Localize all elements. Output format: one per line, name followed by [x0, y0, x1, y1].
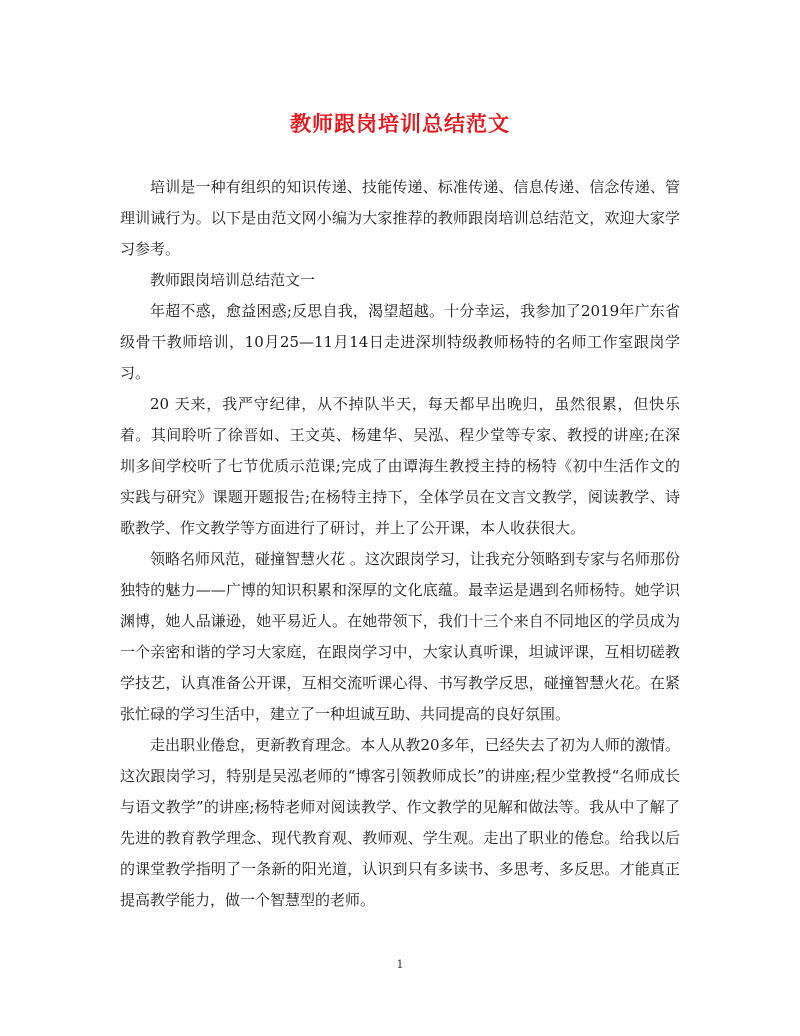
- body-paragraph: 走出职业倦怠，更新教育理念。本人从教20多年，已经失去了初为人师的激情。这次跟岗学习，特别是吴泓老师的“博客引领教师成长”的讲座;程少堂教授“名师成长与语文教学”的讲座;杨特老师对阅读教学、作文教学的见解和做法等。我从中了解了先进的教育教学理念、现代教育观、教师观、学生观。走出了职业的倦怠。给我以后的课堂教学指明了一条新的阳光道，认识到只有多读书、多思考、多反思。才能真正提高教学能力，做一个智慧型的老师。: [120, 736, 680, 909]
- intro-paragraph: 培训是一种有组织的知识传递、技能传递、标准传递、信息传递、信念传递、管理训诫行为。以下是由范文网小编为大家推荐的教师跟岗培训总结范文，欢迎大家学习参考。: [120, 178, 680, 258]
- document-title: 教师跟岗培训总结范文: [290, 111, 510, 136]
- body-paragraph: 领略名师风范，碰撞智慧火花 。这次跟岗学习，让我充分领略到专家与名师那份独特的魅力——广博的知识积累和深厚的文化底蕴。最幸运是遇到名师杨特。她学识渊博，她人品谦逊，她平易近人。在她带领下，我们十三个来自不同地区的学员成为一个亲密和谐的学习大家庭，在跟岗学习中，大家认真听课，坦诚评课，互相切磋教学技艺，认真准备公开课，互相交流听课心得、书写教学反思，碰撞智慧火花。在紧张忙碌的学习生活中，建立了一种坦诚互助、共同提高的良好氛围。: [120, 550, 680, 723]
- document-body: [120, 172, 680, 916]
- body-paragraph: 年超不惑，愈益困惑;反思自我，渴望超越。十分幸运，我参加了2019年广东省级骨干教师培训，10月25—11月14日走进深圳特级教师杨特的名师工作室跟岗学习。: [120, 302, 680, 382]
- body-paragraph: 20 天来，我严守纪律，从不掉队半天，每天都早出晚归，虽然很累，但快乐着。其间聆听了徐晋如、王文英、杨建华、吴泓、程少堂等专家、教授的讲座;在深圳多间学校听了七节优质示范课;完成了由谭海生教授主持的杨特《初中生活作文的实践与研究》课题开题报告;在杨特主持下，全体学员在文言文教学，阅读教学、诗歌教学、作文教学等方面进行了研讨，并上了公开课，本人收获很大。: [120, 395, 680, 537]
- section-heading: 教师跟岗培训总结范文一: [150, 271, 316, 289]
- page-number: 1: [396, 958, 404, 971]
